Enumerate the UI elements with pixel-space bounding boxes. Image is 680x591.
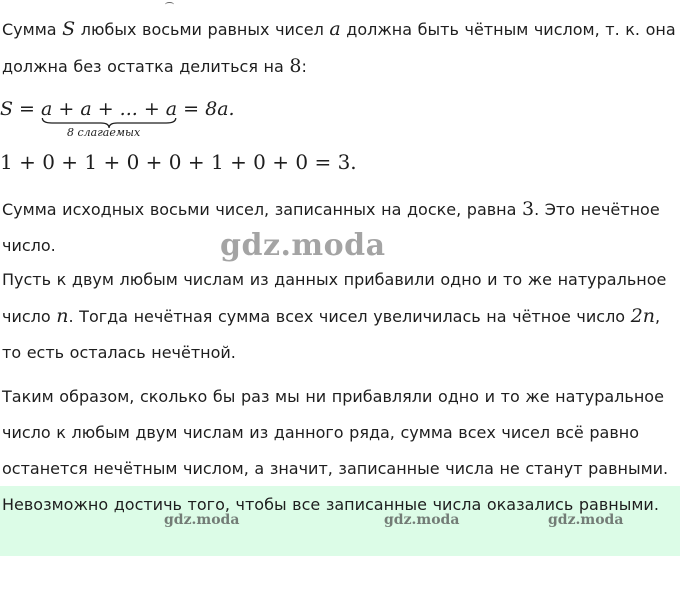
paragraph-intro-text-1: Сумма [2, 20, 63, 39]
watermark-logo: gdz.moda [220, 228, 386, 263]
paragraph-intro-text-3: должна быть чётным числом, т. к. она должна без остатка делиться на [2, 20, 676, 76]
top-edge-mark [165, 2, 174, 7]
paragraph-intro [0, 11, 678, 85]
paragraph-conclusion: Таким образом, сколько бы раз мы ни прибавляли одно и то же натуральное число к любым двум числам из данного ряда, сумма всех чисел всё равно останется нечётным числом, а значит, записанные числа не станут равными. [2, 387, 669, 478]
paragraph-add-n-text-1: Пусть к двум любым числам из данных прибавили одно и то же натуральное число [2, 270, 667, 326]
watermark-small-1: gdz.moda [164, 512, 240, 528]
number-3: 3 [522, 198, 535, 220]
number-8: 8 [289, 55, 302, 77]
underbrace-group [41, 96, 178, 139]
watermark-small-2: gdz.moda [384, 512, 460, 528]
underbrace-note: 8 слагаемых [67, 126, 141, 139]
formula-sum-S [0, 96, 235, 139]
var-2n: 2n [630, 305, 656, 327]
paragraph-add-n [0, 262, 678, 371]
var-a: a [329, 18, 341, 40]
paragraph-intro-text-2: любых восьми равных чисел [75, 20, 330, 39]
var-n: n [56, 305, 69, 327]
formula-digit-sum-text: 1 + 0 + 1 + 0 + 0 + 1 + 0 + 0 = 3. [0, 150, 357, 174]
paragraph-sum-odd-text-1: Сумма исходных восьми чисел, записанных на доске, равна [2, 200, 523, 219]
paragraph-sum-odd-text-2: . Это нечётное число. [2, 200, 660, 255]
answer-text: Невозможно достичь того, чтобы все записанные числа оказались равными. [2, 495, 659, 514]
formula-sum-lhs: S = [0, 98, 42, 120]
paragraph-intro-text-4: : [301, 57, 307, 76]
var-S: S [62, 18, 76, 40]
watermark-small-3: gdz.moda [548, 512, 624, 528]
formula-sum-terms: a + a + ... + a [41, 98, 178, 120]
formula-sum-rhs: = 8a. [177, 98, 235, 120]
formula-digit-sum [0, 150, 357, 174]
paragraph-add-n-text-3: , то есть осталась нечётной. [2, 307, 661, 362]
paragraph-add-n-text-2: . Тогда нечётная сумма всех чисел увеличилась на чётное число [68, 307, 631, 326]
